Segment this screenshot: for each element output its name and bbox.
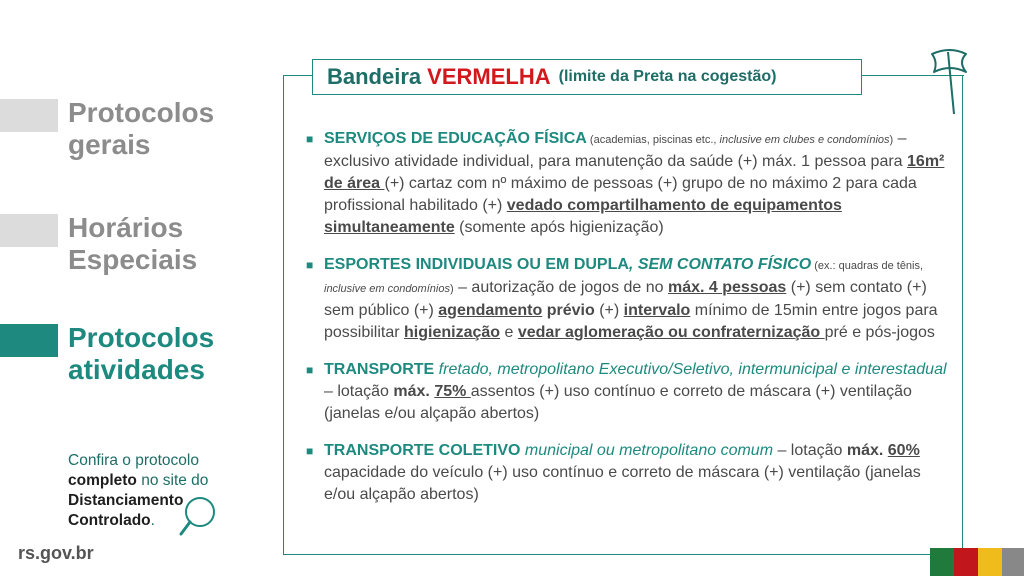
nav-label: Protocolos gerais (68, 97, 215, 160)
item-note: ) (889, 134, 894, 146)
site-url[interactable]: rs.gov.br (18, 543, 94, 563)
item-heading: ESPORTES INDIVIDUAIS OU EM DUPLA (324, 256, 629, 273)
item-note: (ex.: quadras de tênis, (811, 260, 924, 272)
item-text: (somente após higienização) (454, 219, 664, 236)
item-text: (+) cartaz com nº máximo de pessoas (+) grupo de no máximo 2 para cada profissional habilitado (+) (324, 175, 917, 214)
title-box (312, 59, 862, 95)
bullet-icon: ■ (306, 444, 314, 458)
stripe-green (930, 548, 954, 576)
list-item (302, 359, 952, 425)
item-emphasis: máx. (393, 383, 430, 400)
item-emphasis: máx. 4 pessoas (668, 279, 787, 296)
frame-right-line (962, 75, 963, 553)
item-emphasis: máx. (846, 442, 884, 459)
activities-list (302, 128, 952, 521)
item-text: (+) (594, 302, 624, 319)
stripe-yellow (978, 548, 1002, 576)
item-emphasis: agendamento (438, 302, 543, 319)
item-text: – lotação (773, 442, 847, 459)
item-heading: , SEM CONTATO FÍSICO (628, 256, 812, 273)
stripe-gray (1002, 548, 1024, 576)
note-text: Confira o protocolo (68, 452, 199, 469)
title-sub: (limite da Preta na cogestão) (558, 68, 777, 85)
item-text: – exclusivo atividade individual, para manutenção da saúde (+) máx. 1 pessoa para (324, 130, 908, 170)
item-text: e (500, 324, 518, 341)
item-text: – autorização de jogos de no (453, 279, 668, 296)
item-text: capacidade do veículo (+) uso contínuo e correto de máscara (+) ventilação (janelas e/ou alçapão abertos) (324, 464, 921, 503)
nav-marker (0, 214, 58, 247)
bullet-icon: ■ (306, 258, 314, 272)
item-text: assentos (+) uso contínuo e correto de máscara (+) ventilação (janelas e/ou alçapão abertos) (324, 383, 912, 422)
item-emphasis: intervalo (623, 302, 691, 319)
item-subheading: municipal ou metropolitano comum (520, 442, 774, 459)
item-emphasis: 60% (887, 442, 920, 459)
item-heading: TRANSPORTE COLETIVO (324, 442, 521, 459)
item-emphasis: vedar aglomeração ou confraternização (517, 324, 825, 341)
flag-icon (928, 44, 972, 116)
bullet-icon: ■ (306, 363, 314, 377)
item-note: inclusive em condomínios (324, 283, 450, 295)
item-note: inclusive em clubes e condomínios (719, 134, 890, 146)
title-main: Bandeira (327, 64, 422, 89)
title-color: VERMELHA (427, 64, 551, 89)
note-bold: Distanciamento (68, 492, 184, 509)
item-emphasis: vedado compartilhamento de equipamentos simultaneamente (324, 197, 842, 236)
magnifier-icon (178, 494, 218, 540)
note-bold: Controlado (68, 512, 151, 529)
item-note: (academias, piscinas etc., (586, 134, 720, 146)
item-text: pré e pós-jogos (824, 324, 935, 341)
item-subheading: fretado, metropolitano Executivo/Seletivo, intermunicipal e interestadual (434, 361, 947, 378)
item-heading: TRANSPORTE (324, 361, 435, 378)
item-emphasis: 16m² de área (324, 153, 945, 192)
stripe-red (954, 548, 978, 576)
item-text: mínimo de 15min entre jogos para possibilitar (324, 302, 938, 341)
list-item (302, 254, 952, 344)
item-note: ) (449, 283, 454, 295)
item-text: (+) sem contato (+) sem público (+) (324, 279, 927, 319)
item-heading: SERVIÇOS DE EDUCAÇÃO FÍSICA (324, 130, 587, 147)
item-text: – lotação (324, 383, 394, 400)
list-item (302, 128, 952, 239)
item-emphasis: higienização (404, 324, 501, 341)
list-item (302, 440, 952, 506)
nav-marker (0, 99, 58, 132)
item-emphasis: prévio (546, 302, 595, 319)
bullet-icon: ■ (306, 132, 314, 146)
item-emphasis: 75% (434, 383, 471, 400)
nav-marker-active (0, 324, 58, 357)
nav-label: Horários Especiais (68, 212, 198, 275)
note-bold: completo (68, 472, 137, 489)
note-text: . (150, 512, 155, 529)
note-text: no site do (136, 472, 209, 489)
nav-label-active: Protocolos atividades (68, 322, 215, 385)
